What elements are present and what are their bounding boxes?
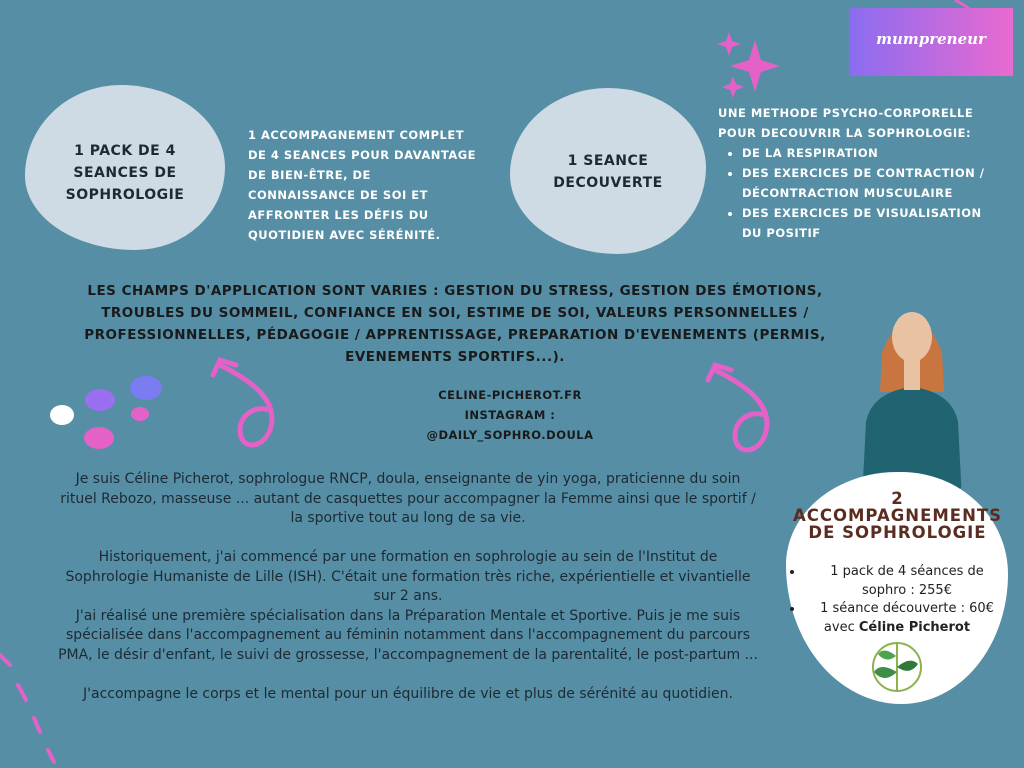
method-list: [718, 143, 998, 243]
method-block: [718, 103, 998, 243]
person-icon: [852, 282, 972, 500]
bio-paragraph: J'accompagne le corps et le mental pour un équilibre de vie et plus de sérénité au quotidien.: [83, 685, 733, 702]
arrow-up-icon: [213, 360, 272, 445]
method-item: • DES EXERCICES DE CONTRACTION / DÉCONTRACTION MUSCULAIRE: [742, 163, 998, 203]
arrow-up-icon-2: [708, 365, 767, 450]
dashes-bottom-left: [0, 655, 54, 762]
method-item: • DES EXERCICES DE VISUALISATION DU POSITIF: [742, 203, 998, 243]
pricing-item: • 1 séance découverte : 60€: [804, 600, 1004, 619]
bio-paragraph: J'ai réalisé une première spécialisation dans la Préparation Mentale et Sportive. Puis je me suis spécialisée dans l'accompagnement au féminin notamment dans l'accompagnement du parcours PMA, le désir d'enfant, le suivi de grossesse, l'accompagnement de la parentalité, le post-partum ...: [58, 607, 758, 663]
instagram-link[interactable]: @DAILY_SOPHRO.DOULA: [426, 428, 594, 442]
pricing-with: [790, 620, 1004, 635]
pricing-title: [790, 490, 1005, 541]
leaf-logo-icon: [866, 636, 928, 698]
bio-paragraph: Je suis Céline Picherot, sophrologue RNCP, doula, enseignante de yin yoga, praticienne du soin rituel Rebozo, masseuse ... autant de casquettes pour accompagner la Femme ainsi que le sportif / la sportive tout au long de sa vie.: [60, 471, 756, 526]
seance-title: 1 SEANCE DECOUVERTE: [553, 153, 663, 191]
bio-paragraph: Historiquement, j'ai commencé par une formation en sophrologie au sein de l'Institut de Sophrologie Humaniste de Lille (ISH). C'était une formation très riche, expérientielle et vivantielle sur 2 ans.: [65, 549, 751, 604]
website-link[interactable]: CELINE-PICHEROT.FR: [438, 388, 582, 402]
method-item: • DE LA RESPIRATION: [742, 143, 998, 163]
with-prefix: avec: [823, 620, 855, 635]
practitioner-name: Céline Picherot: [858, 620, 971, 635]
sparkle-icon: [717, 32, 780, 98]
pricing-title-line: DE SOPHROLOGIE: [808, 523, 987, 542]
brand-label: mumpreneur: [876, 30, 986, 48]
dots-cluster: [50, 376, 162, 449]
pricing-list: [790, 563, 1004, 619]
instagram-label: INSTAGRAM :: [464, 408, 556, 422]
bio: [58, 470, 758, 724]
portrait-photo: [852, 282, 972, 500]
pack-description: 1 ACCOMPAGNEMENT COMPLET DE 4 SEANCES POUR DAVANTAGE DE BIEN-ÊTRE, DE CONNAISSANCE DE SOI ET AFFRONTER LES DÉFIS DU QUOTIDIEN AVEC SÉRÉNITÉ.: [248, 128, 477, 242]
pricing-item: • 1 pack de 4 séances de sophro : 255€: [804, 563, 1004, 600]
method-intro: UNE METHODE PSYCHO-CORPORELLE POUR DECOUVRIR LA SOPHROLOGIE:: [718, 106, 974, 140]
champs-application: LES CHAMPS D'APPLICATION SONT VARIES : GESTION DU STRESS, GESTION DES ÉMOTIONS, TROUBLES DU SOMMEIL, CONFIANCE EN SOI, ESTIME DE SOI, VALEURS PERSONNELLES / PROFESSIONNELLES, PÉDAGOGIE / APPRENTISSAGE, PREPARATION D'EVENEMENTS (PERMIS, EVENEMENTS SPORTIFS...).: [84, 283, 826, 365]
contacts: [395, 385, 625, 445]
pricing-title-number: 2: [891, 489, 904, 508]
pricing-title-line: ACCOMPAGNEMENTS: [792, 506, 1003, 525]
pack-title: 1 PACK DE 4 SEANCES DE SOPHROLOGIE: [65, 143, 185, 203]
